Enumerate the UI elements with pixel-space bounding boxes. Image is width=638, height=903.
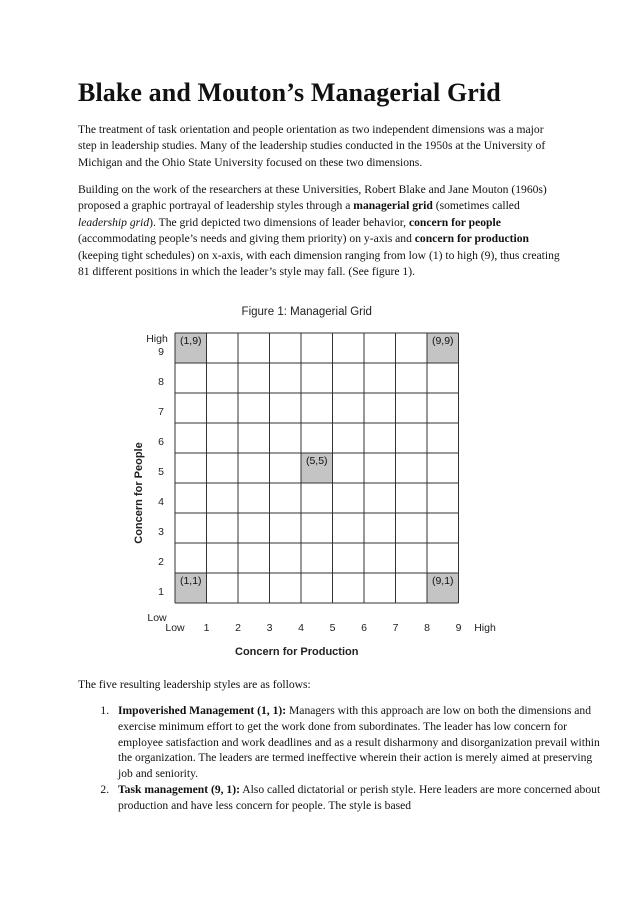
y-tick-label: 3: [158, 526, 164, 538]
x-tick-label: 7: [392, 622, 399, 634]
page-title: Blake and Mouton’s Managerial Grid: [78, 78, 501, 107]
managerial-grid-figure: [120, 300, 540, 660]
y-tick-label: 9: [158, 346, 164, 358]
managerial-grid-chart: [120, 300, 540, 660]
y-tick-label: 6: [158, 436, 164, 448]
x-axis-high-label: High: [474, 622, 496, 634]
x-axis-low-label: Low: [165, 622, 185, 634]
x-tick-label: 6: [361, 622, 367, 634]
para2-text-2: (sometimes called: [432, 199, 520, 213]
para2-bold-concern-people: concern for people: [408, 215, 501, 229]
y-tick-label: 8: [158, 376, 164, 388]
x-tick-label: 8: [424, 622, 430, 634]
style-heading: Impoverished Management (1, 1):: [118, 704, 287, 717]
para2-text-4: (accommodating people’s needs and giving them priority) on y-axis and: [78, 232, 415, 246]
list-item: [112, 703, 602, 782]
para2-text-3: ). The grid depicted two dimensions of leader behavior,: [149, 215, 409, 229]
list-item: [112, 782, 602, 814]
x-tick-label: 5: [329, 622, 336, 634]
y-axis-high-label: High: [146, 333, 168, 345]
style-text: Managers with this approach are low on both the dimensions and exercise minimum effort to get the work done from subordinates. The leader has low concern for employee satisfaction and work deadlines and as a result disharmony and disorganization prevail within the organization. The leaders are termed ineffective wherein their action is merely aimed at preserving job and seniority.: [118, 704, 600, 781]
y-tick-label: 7: [158, 406, 164, 418]
style-text: Also called dictatorial or perish style. Here leaders are more concerned about production and have less concern for people. The style is based: [118, 782, 601, 812]
para2-text-5: (keeping tight schedules) on x-axis, with each dimension ranging from low (1) to high (9), thus creating 81 different positions in which the leader’s style may fall. (See figure 1).: [78, 248, 560, 279]
para2-italic-leadership-grid: leadership grid: [78, 215, 150, 229]
para2-bold-concern-production: concern for production: [414, 232, 529, 246]
para2-text-1: Building on the work of the researchers at these Universities, Robert Blake and Jane Mouton (1960s) proposed a graphic portrayal of leadership styles through a: [78, 183, 547, 213]
cell-label: (1,9): [179, 335, 202, 347]
x-tick-label: 4: [298, 622, 304, 634]
y-tick-label: 1: [158, 586, 164, 598]
y-axis-low-label: Low: [147, 612, 167, 624]
para2-bold-managerial-grid: managerial grid: [353, 199, 433, 213]
cell-label: (5,5): [305, 455, 328, 467]
chart-title: Figure 1: Managerial Grid: [241, 306, 372, 318]
y-tick-label: 5: [158, 466, 164, 478]
x-tick-label: 3: [266, 622, 273, 634]
x-axis-title: Concern for Production: [235, 646, 359, 658]
x-tick-label: 2: [235, 622, 241, 634]
y-axis-title: Concern for People: [133, 442, 145, 544]
y-tick-label: 4: [158, 496, 164, 508]
styles-intro: The five resulting leadership styles are as follows:: [78, 678, 311, 691]
y-tick-label: 2: [158, 556, 164, 568]
cell-label: (1,1): [179, 575, 202, 587]
grid-description-paragraph: [78, 182, 564, 280]
intro-paragraph: The treatment of task orientation and people orientation as two independent dimensions was a major step in leadership studies. Many of the leadership studies conducted in the 1950s at the University of Michigan and the Ohio State University focused on these two dimensions.: [78, 123, 546, 169]
x-tick-label: 9: [455, 622, 462, 634]
cell-label: (9,9): [431, 335, 454, 347]
leadership-styles-list: [78, 703, 602, 814]
cell-label: (9,1): [431, 575, 454, 587]
style-heading: Task management (9, 1):: [118, 782, 240, 796]
x-tick-label: 1: [203, 622, 210, 634]
